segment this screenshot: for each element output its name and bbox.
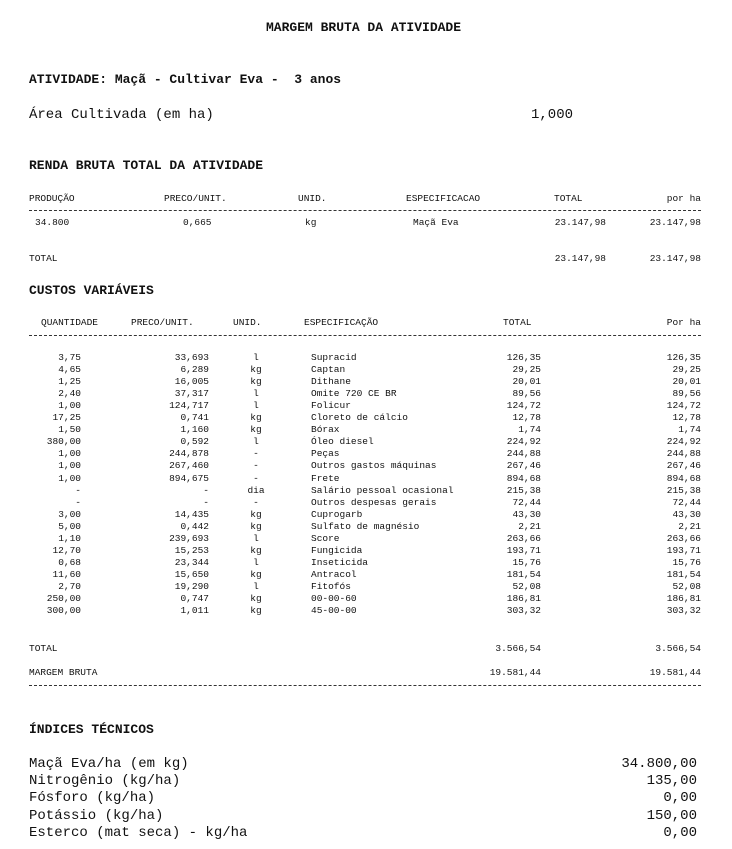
renda-row-unid: kg bbox=[305, 217, 317, 228]
margem-bruta-value: 19.581,44 bbox=[489, 667, 541, 678]
custos-total-value: 3.566,54 bbox=[495, 643, 541, 654]
custos-row-porha: 186,81 bbox=[666, 593, 701, 604]
custos-row-preco: 239,693 bbox=[169, 532, 209, 544]
custos-row-preco: 33,693 bbox=[174, 352, 209, 363]
indice-label: Potássio (kg/ha) bbox=[29, 807, 164, 824]
custos-row-espec: Captan bbox=[311, 364, 346, 376]
custos-row-qtd: 380,00 bbox=[46, 436, 81, 448]
custos-row-porha: 215,38 bbox=[666, 484, 701, 496]
custos-row-total: 1,74 bbox=[518, 424, 541, 436]
custos-row-espec: Cuprogarb bbox=[311, 508, 363, 520]
custos-row-unid: dia bbox=[247, 484, 265, 496]
custos-row-espec: Fitofós bbox=[311, 580, 351, 592]
indices-heading: ÍNDICES TÉCNICOS bbox=[29, 722, 154, 737]
custos-row-unid: kg bbox=[250, 520, 262, 532]
custos-header-total: TOTAL bbox=[503, 317, 532, 328]
indice-value: 0,00 bbox=[663, 790, 697, 807]
custos-heading: CUSTOS VARIÁVEIS bbox=[29, 283, 154, 298]
indice-value: 150,00 bbox=[646, 807, 697, 824]
custos-row-preco: 894,675 bbox=[169, 472, 209, 484]
custos-row-porha: 894,68 bbox=[666, 472, 701, 484]
custos-row-porha: 126,35 bbox=[666, 352, 701, 363]
custos-row-preco: 6,289 bbox=[180, 364, 209, 376]
custos-row-qtd: 1,00 bbox=[58, 400, 81, 412]
custos-row-preco: 1,160 bbox=[180, 424, 209, 436]
custos-row-porha: 12,78 bbox=[672, 412, 701, 424]
custos-row-total: 72,44 bbox=[512, 496, 541, 508]
custos-row-preco: 37,317 bbox=[174, 388, 209, 400]
custos-row-espec: Óleo diesel bbox=[311, 436, 374, 448]
indice-label: Maçã Eva/ha (em kg) bbox=[29, 756, 189, 772]
custos-row-porha: 193,71 bbox=[666, 544, 701, 556]
custos-row-total: 89,56 bbox=[512, 388, 541, 400]
custos-row-espec: Frete bbox=[311, 472, 340, 484]
custos-row-unid: l bbox=[253, 352, 259, 363]
custos-row-qtd: 1,25 bbox=[58, 376, 81, 388]
custos-row-total: 303,32 bbox=[506, 605, 541, 617]
custos-row-porha: 267,46 bbox=[666, 460, 701, 472]
custos-row-total: 894,68 bbox=[506, 472, 541, 484]
custos-row-porha: 1,74 bbox=[678, 424, 701, 436]
custos-row-porha: 181,54 bbox=[666, 568, 701, 580]
renda-total-value: 23.147,98 bbox=[554, 253, 606, 264]
custos-row-unid: - bbox=[253, 472, 259, 484]
custos-row-preco: 0,747 bbox=[180, 593, 209, 604]
custos-row-espec: Dithane bbox=[311, 376, 351, 388]
custos-row-total: 186,81 bbox=[506, 593, 541, 604]
custos-row-porha: 224,92 bbox=[666, 436, 701, 448]
custos-row-preco: 19,290 bbox=[174, 580, 209, 592]
custos-row-unid: kg bbox=[250, 424, 262, 436]
custos-row-espec: Score bbox=[311, 532, 340, 544]
custos-row-espec: Peças bbox=[311, 448, 340, 460]
renda-row-producao: 34.800 bbox=[35, 217, 70, 228]
indice-label: Esterco (mat seca) - kg/ha bbox=[29, 824, 248, 841]
custos-row-unid: kg bbox=[250, 412, 262, 424]
custos-row-preco: 124,717 bbox=[169, 400, 209, 412]
custos-row-qtd: 300,00 bbox=[46, 605, 81, 617]
custos-row-unid: kg bbox=[250, 364, 262, 376]
custos-row-total: 15,76 bbox=[512, 556, 541, 568]
custos-row-unid: kg bbox=[250, 376, 262, 388]
custos-row-qtd: 4,65 bbox=[58, 364, 81, 376]
custos-row-unid: - bbox=[253, 496, 259, 508]
custos-row-qtd: 11,60 bbox=[52, 568, 81, 580]
renda-row-total: 23.147,98 bbox=[554, 217, 606, 228]
custos-row-porha: 303,32 bbox=[666, 605, 701, 617]
renda-row-porha: 23.147,98 bbox=[649, 217, 701, 228]
custos-row-qtd: 250,00 bbox=[46, 593, 81, 604]
custos-row-espec: Folicur bbox=[311, 400, 351, 412]
renda-row-preco: 0,665 bbox=[183, 217, 212, 228]
custos-row-porha: 52,08 bbox=[672, 580, 701, 592]
area-value: 1,000 bbox=[531, 107, 574, 123]
custos-row-unid: l bbox=[253, 388, 259, 400]
custos-row-porha: 124,72 bbox=[666, 400, 701, 412]
custos-row-qtd: 17,25 bbox=[52, 412, 81, 424]
renda-header-porha: por ha bbox=[666, 193, 701, 204]
custos-row-porha: 15,76 bbox=[672, 556, 701, 568]
custos-row-unid: kg bbox=[250, 568, 262, 580]
divider bbox=[29, 335, 701, 336]
renda-header-unid: UNID. bbox=[298, 193, 327, 204]
custos-row-porha: 244,88 bbox=[666, 448, 701, 460]
custos-row-preco: 0,442 bbox=[180, 520, 209, 532]
indice-value: 0,00 bbox=[663, 824, 697, 841]
custos-row-qtd: 1,00 bbox=[58, 472, 81, 484]
margem-bruta-porha: 19.581,44 bbox=[649, 667, 701, 678]
custos-row-preco: 14,435 bbox=[174, 508, 209, 520]
atividade-line: ATIVIDADE: Maçã - Cultivar Eva - 3 anos bbox=[29, 72, 342, 87]
custos-row-espec: 00-00-60 bbox=[311, 593, 357, 604]
custos-row-total: 43,30 bbox=[512, 508, 541, 520]
custos-row-qtd: 1,00 bbox=[58, 448, 81, 460]
custos-row-unid: l bbox=[253, 400, 259, 412]
divider bbox=[29, 210, 701, 211]
custos-row-preco: 0,592 bbox=[180, 436, 209, 448]
custos-row-porha: 2,21 bbox=[678, 520, 701, 532]
custos-row-qtd: - bbox=[75, 496, 81, 508]
custos-row-unid: kg bbox=[250, 544, 262, 556]
custos-row-total: 29,25 bbox=[512, 364, 541, 376]
indice-value: 135,00 bbox=[646, 773, 697, 790]
custos-row-qtd: 3,75 bbox=[58, 352, 81, 363]
custos-row-total: 244,88 bbox=[506, 448, 541, 460]
custos-row-qtd: 1,00 bbox=[58, 460, 81, 472]
custos-row-espec: 45-00-00 bbox=[311, 605, 357, 617]
custos-row-unid: l bbox=[253, 532, 259, 544]
custos-row-total: 267,46 bbox=[506, 460, 541, 472]
custos-row-espec: Outros despesas gerais bbox=[311, 496, 437, 508]
custos-row-total: 193,71 bbox=[506, 544, 541, 556]
custos-row-espec: Inseticida bbox=[311, 556, 369, 568]
custos-row-porha: 72,44 bbox=[672, 496, 701, 508]
custos-row-espec: Salário pessoal ocasional bbox=[311, 484, 454, 496]
custos-header-qtd: QUANTIDADE bbox=[41, 317, 99, 328]
custos-row-unid: l bbox=[253, 436, 259, 448]
custos-row-espec: Outros gastos máquinas bbox=[311, 460, 437, 472]
custos-header-preco: PRECO/UNIT. bbox=[131, 317, 194, 328]
custos-row-porha: 29,25 bbox=[672, 364, 701, 376]
custos-row-unid: kg bbox=[250, 593, 262, 604]
custos-total-porha: 3.566,54 bbox=[655, 643, 701, 654]
custos-header-unid: UNID. bbox=[233, 317, 262, 328]
custos-row-unid: - bbox=[253, 448, 259, 460]
renda-row-espec: Maçã Eva bbox=[413, 217, 459, 228]
custos-row-unid: kg bbox=[250, 508, 262, 520]
custos-row-qtd: 2,70 bbox=[58, 580, 81, 592]
custos-row-preco: 1,011 bbox=[180, 605, 209, 617]
custos-row-qtd: 5,00 bbox=[58, 520, 81, 532]
indice-label: Fósforo (kg/ha) bbox=[29, 790, 156, 807]
area-label: Área Cultivada (em ha) bbox=[29, 107, 214, 123]
margem-bruta-label: MARGEM BRUTA bbox=[29, 667, 98, 678]
renda-header-producao: PRODUÇÃO bbox=[29, 193, 75, 204]
renda-header-espec: ESPECIFICACAO bbox=[406, 193, 481, 204]
custos-row-espec: Sulfato de magnésio bbox=[311, 520, 420, 532]
custos-row-preco: 16,005 bbox=[174, 376, 209, 388]
custos-row-total: 20,01 bbox=[512, 376, 541, 388]
custos-row-porha: 89,56 bbox=[672, 388, 701, 400]
indice-value: 34.800,00 bbox=[621, 756, 697, 772]
custos-row-total: 215,38 bbox=[506, 484, 541, 496]
renda-heading: RENDA BRUTA TOTAL DA ATIVIDADE bbox=[29, 158, 264, 173]
custos-row-total: 2,21 bbox=[518, 520, 541, 532]
renda-header-preco: PRECO/UNIT. bbox=[164, 193, 227, 204]
custos-row-unid: kg bbox=[250, 605, 262, 617]
custos-row-espec: Omite 720 CE BR bbox=[311, 388, 397, 400]
custos-row-total: 52,08 bbox=[512, 580, 541, 592]
custos-row-preco: - bbox=[203, 496, 209, 508]
custos-row-preco: 267,460 bbox=[169, 460, 209, 472]
custos-row-qtd: 1,50 bbox=[58, 424, 81, 436]
custos-row-unid: l bbox=[253, 580, 259, 592]
renda-total-label: TOTAL bbox=[29, 253, 58, 264]
custos-row-total: 12,78 bbox=[512, 412, 541, 424]
custos-row-qtd: - bbox=[75, 484, 81, 496]
custos-row-total: 126,35 bbox=[506, 352, 541, 363]
divider bbox=[29, 685, 701, 686]
custos-row-qtd: 2,40 bbox=[58, 388, 81, 400]
custos-row-unid: l bbox=[253, 556, 259, 568]
page-title: MARGEM BRUTA DA ATIVIDADE bbox=[266, 20, 462, 35]
indice-label: Nitrogênio (kg/ha) bbox=[29, 773, 181, 790]
custos-row-espec: Cloreto de cálcio bbox=[311, 412, 408, 424]
custos-row-total: 263,66 bbox=[506, 532, 541, 544]
custos-row-preco: 15,253 bbox=[174, 544, 209, 556]
custos-row-preco: 23,344 bbox=[174, 556, 209, 568]
custos-row-porha: 43,30 bbox=[672, 508, 701, 520]
custos-row-total: 124,72 bbox=[506, 400, 541, 412]
custos-row-espec: Supracid bbox=[311, 352, 357, 363]
custos-row-qtd: 0,68 bbox=[58, 556, 81, 568]
custos-row-espec: Antracol bbox=[311, 568, 357, 580]
custos-row-espec: Fungicida bbox=[311, 544, 363, 556]
custos-total-label: TOTAL bbox=[29, 643, 58, 654]
custos-row-total: 181,54 bbox=[506, 568, 541, 580]
renda-total-porha: 23.147,98 bbox=[649, 253, 701, 264]
renda-header-total: TOTAL bbox=[554, 193, 583, 204]
custos-row-preco: 0,741 bbox=[180, 412, 209, 424]
custos-row-total: 224,92 bbox=[506, 436, 541, 448]
custos-row-preco: - bbox=[203, 484, 209, 496]
custos-header-porha: Por ha bbox=[666, 317, 701, 328]
custos-row-qtd: 3,00 bbox=[58, 508, 81, 520]
custos-row-porha: 20,01 bbox=[672, 376, 701, 388]
custos-row-porha: 263,66 bbox=[666, 532, 701, 544]
custos-row-qtd: 12,70 bbox=[52, 544, 81, 556]
custos-row-preco: 15,650 bbox=[174, 568, 209, 580]
custos-row-qtd: 1,10 bbox=[58, 532, 81, 544]
custos-row-unid: - bbox=[253, 460, 259, 472]
custos-row-espec: Bórax bbox=[311, 424, 340, 436]
custos-header-espec: ESPECIFICAÇÃO bbox=[304, 317, 379, 328]
custos-row-preco: 244,878 bbox=[169, 448, 209, 460]
